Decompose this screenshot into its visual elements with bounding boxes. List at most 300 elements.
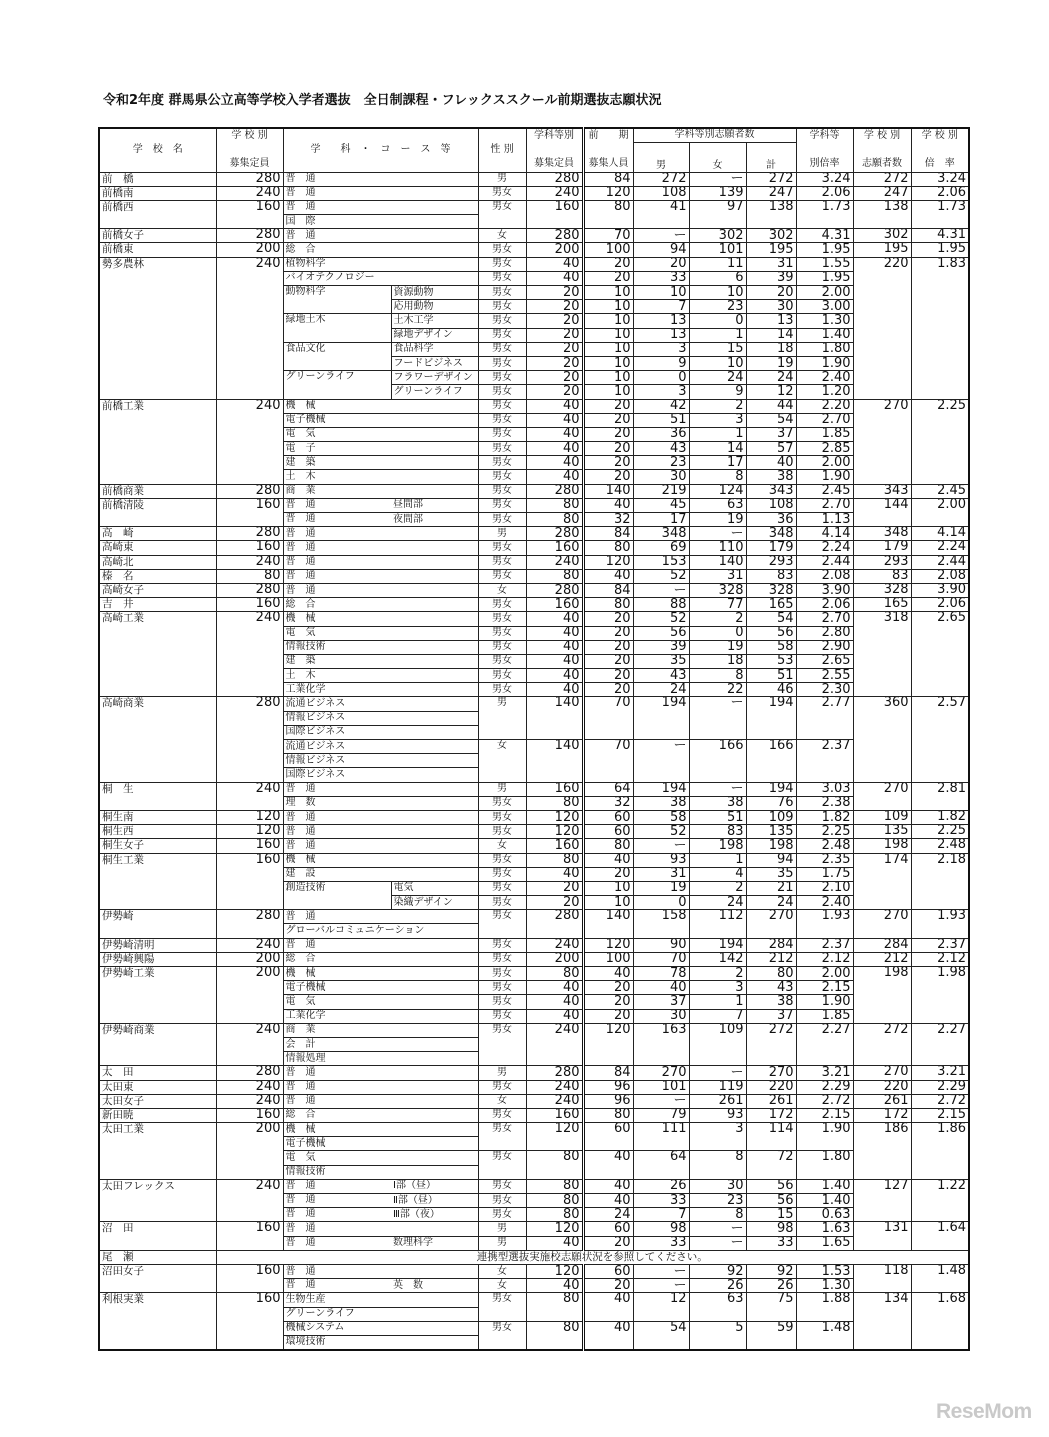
sex: 男 [478,1236,526,1250]
table-row [99,612,969,626]
sub-course-name: 応用動物 [391,300,478,314]
school-applicants: 261 [853,1094,911,1108]
table-row [99,583,969,597]
school-capacity: 200 [216,967,283,1024]
course-ratio: 1.85 [796,427,853,441]
course-name: 電子機械 [283,1137,478,1151]
zenki-quota: 60 [583,1264,633,1278]
course-quota: 240 [526,938,583,952]
course-ratio: 1.93 [796,910,853,938]
total-applicants: 58 [746,640,796,654]
male-applicants: ー [633,583,689,597]
school-name: 沼田女子 [99,1264,216,1292]
school-ratio: 1.22 [911,1179,969,1222]
course-name: 普 通 [283,839,478,853]
school-capacity: 240 [216,612,283,697]
course-quota: 40 [526,1279,583,1293]
zenki-quota: 40 [583,1293,633,1321]
male-applicants: 36 [633,427,689,441]
course-ratio: 2.55 [796,669,853,683]
table-row [99,229,969,243]
school-ratio: 1.48 [911,1264,969,1292]
course-name: 普 通 [283,1194,391,1208]
course-quota: 80 [526,796,583,810]
school-name: 太田工業 [99,1123,216,1180]
course-ratio: 2.15 [796,1108,853,1122]
zenki-quota: 10 [583,881,633,895]
course-name: 普 通 [283,810,478,824]
female-applicants: 24 [689,371,746,385]
school-capacity: 240 [216,1094,283,1108]
course-ratio: 2.40 [796,896,853,910]
course-name: 動物科学 [283,286,391,314]
course-name: 国際ビジネス [283,725,478,739]
total-applicants: 38 [746,995,796,1009]
course-name: 普 通 [283,498,391,512]
page-title: 令和2年度 群馬県公立高等学校入学者選抜 全日制課程・フレックススクール前期選抜志願状況 [103,93,662,108]
course-ratio: 1.30 [796,1279,853,1293]
course-name: 普 通 [283,513,391,527]
total-applicants: 212 [746,952,796,966]
course-ratio: 1.48 [796,1321,853,1349]
course-quota: 200 [526,952,583,966]
zenki-quota: 20 [583,1009,633,1023]
female-applicants: 109 [689,1023,746,1066]
course-name: 普 通 [283,1208,391,1222]
male-applicants: 219 [633,484,689,498]
female-applicants: 31 [689,569,746,583]
course-ratio: 2.12 [796,952,853,966]
sex: 男女 [478,1108,526,1122]
total-applicants: 247 [746,186,796,200]
zenki-quota: 10 [583,371,633,385]
zenki-quota: 20 [583,1236,633,1250]
female-applicants: 19 [689,640,746,654]
course-ratio: 2.00 [796,456,853,470]
school-name: 伊勢崎清明 [99,938,216,952]
course-quota: 280 [526,527,583,541]
school-ratio: 2.15 [911,1108,969,1122]
total-applicants: 348 [746,527,796,541]
zenki-quota: 20 [583,867,633,881]
course-quota: 40 [526,867,583,881]
male-applicants: ー [633,1094,689,1108]
school-note: 連携型選抜実施校志願状況を参照してください。 [216,1250,969,1264]
total-applicants: 92 [746,1264,796,1278]
course-ratio: 0.63 [796,1208,853,1222]
sex: 男女 [478,981,526,995]
sex: 男女 [478,1023,526,1066]
total-applicants: 293 [746,555,796,569]
course-quota: 20 [526,896,583,910]
zenki-quota: 20 [583,981,633,995]
zenki-quota: 140 [583,910,633,938]
school-applicants: 272 [853,1023,911,1066]
female-applicants: 14 [689,442,746,456]
course-name: 機 械 [283,853,478,867]
school-name: 利根実業 [99,1293,216,1350]
course-name: 情報ビジネス [283,754,478,768]
zenki-quota: 20 [583,413,633,427]
zenki-quota: 140 [583,484,633,498]
course-name: 建 設 [283,867,478,881]
total-applicants: 80 [746,967,796,981]
course-quota: 40 [526,470,583,484]
female-applicants: 0 [689,626,746,640]
school-ratio: 3.21 [911,1066,969,1080]
sub-course-name: 緑地デザイン [391,328,478,342]
total-applicants: 12 [746,385,796,399]
male-applicants: 58 [633,810,689,824]
zenki-quota: 84 [583,527,633,541]
school-applicants: 212 [853,952,911,966]
male-applicants: ー [633,1279,689,1293]
school-name: 高崎東 [99,541,216,555]
course-quota: 40 [526,1236,583,1250]
total-applicants: 14 [746,328,796,342]
total-applicants: 18 [746,342,796,356]
total-applicants: 56 [746,1194,796,1208]
table-row [99,186,969,200]
course-ratio: 1.95 [796,271,853,285]
course-ratio: 1.13 [796,513,853,527]
zenki-quota: 20 [583,640,633,654]
total-applicants: 35 [746,867,796,881]
course-name: 流通ビジネス [283,740,478,754]
female-applicants: 63 [689,1293,746,1321]
total-applicants: 135 [746,825,796,839]
total-applicants: 43 [746,981,796,995]
school-capacity: 240 [216,186,283,200]
female-applicants: 19 [689,513,746,527]
table-row [99,172,969,186]
total-applicants: 59 [746,1321,796,1349]
school-name: 尾 瀬 [99,1250,216,1264]
total-applicants: 33 [746,1236,796,1250]
sex: 男女 [478,598,526,612]
sex: 男女 [478,952,526,966]
course-quota: 280 [526,172,583,186]
sub-course-name: 電気 [391,881,478,895]
course-name: 普 通 [283,541,478,555]
school-ratio: 2.27 [911,1023,969,1066]
course-ratio: 2.48 [796,839,853,853]
course-name: 普 通 [283,938,478,952]
course-quota: 160 [526,839,583,853]
course-name: 建 築 [283,456,478,470]
school-applicants: 220 [853,1080,911,1094]
sub-course-name: 数理科学 [391,1236,478,1250]
school-name: 沼 田 [99,1222,216,1250]
course-name: 普 通 [283,186,478,200]
zenki-quota: 20 [583,399,633,413]
course-name: 総 合 [283,952,478,966]
total-applicants: 37 [746,1009,796,1023]
sex: 女 [478,1279,526,1293]
course-ratio: 2.37 [796,740,853,783]
female-applicants: 77 [689,598,746,612]
zenki-quota: 60 [583,810,633,824]
male-applicants: 43 [633,669,689,683]
course-ratio: 1.88 [796,1293,853,1321]
table-row [99,527,969,541]
school-applicants: 272 [853,172,911,186]
female-applicants: 112 [689,910,746,938]
zenki-quota: 40 [583,569,633,583]
course-name: 総 合 [283,598,478,612]
course-ratio: 2.44 [796,555,853,569]
female-applicants: 1 [689,995,746,1009]
course-name: 電子機械 [283,413,478,427]
school-ratio: 1.98 [911,967,969,1024]
school-name: 桐生西 [99,825,216,839]
header-course-quota: 学科等別 募集定員 [526,128,583,172]
school-capacity: 280 [216,697,283,782]
course-quota: 40 [526,271,583,285]
course-name: 生物生産 [283,1293,478,1307]
total-applicants: 21 [746,881,796,895]
female-applicants: 8 [689,470,746,484]
course-name: 機械システム [283,1321,478,1335]
course-quota: 120 [526,810,583,824]
school-ratio: 2.18 [911,853,969,910]
course-quota: 40 [526,427,583,441]
female-applicants: 11 [689,257,746,271]
school-name: 伊勢崎興陽 [99,952,216,966]
course-quota: 140 [526,740,583,783]
sex: 男女 [478,328,526,342]
total-applicants: 195 [746,243,796,257]
course-name: 食品文化 [283,342,391,370]
school-capacity: 160 [216,839,283,853]
course-name: 国 際 [283,215,478,229]
sex: 男女 [478,796,526,810]
course-name: 総 合 [283,243,478,257]
male-applicants: 51 [633,413,689,427]
total-applicants: 270 [746,910,796,938]
total-applicants: 114 [746,1123,796,1151]
male-applicants: 30 [633,1009,689,1023]
school-applicants: 127 [853,1179,911,1222]
school-capacity: 160 [216,1108,283,1122]
application-status-table [98,127,970,1351]
table-row [99,782,969,796]
course-quota: 160 [526,1108,583,1122]
zenki-quota: 20 [583,271,633,285]
male-applicants: 270 [633,1066,689,1080]
total-applicants: 72 [746,1151,796,1179]
female-applicants: 92 [689,1264,746,1278]
course-quota: 120 [526,1264,583,1278]
zenki-quota: 40 [583,853,633,867]
zenki-quota: 96 [583,1094,633,1108]
school-ratio: 2.06 [911,186,969,200]
school-name: 伊勢崎商業 [99,1023,216,1066]
school-name: 新田暁 [99,1108,216,1122]
total-applicants: 39 [746,271,796,285]
male-applicants: ー [633,1264,689,1278]
course-ratio: 1.73 [796,200,853,228]
school-capacity: 240 [216,399,283,484]
table-row [99,498,969,512]
total-applicants: 109 [746,810,796,824]
school-name: 吉 井 [99,598,216,612]
male-applicants: 33 [633,1194,689,1208]
female-applicants: 1 [689,328,746,342]
zenki-quota: 20 [583,626,633,640]
course-quota: 40 [526,456,583,470]
school-ratio: 1.73 [911,200,969,228]
course-quota: 280 [526,229,583,243]
table-row [99,1023,969,1037]
school-applicants: 186 [853,1123,911,1180]
male-applicants: 9 [633,356,689,370]
course-ratio: 1.40 [796,1194,853,1208]
zenki-quota: 40 [583,1179,633,1193]
table-row [99,484,969,498]
course-name: 普 通 [283,1066,478,1080]
course-ratio: 1.20 [796,385,853,399]
male-applicants: 35 [633,654,689,668]
male-applicants: 88 [633,598,689,612]
sex: 男女 [478,470,526,484]
course-name: 電 気 [283,1151,478,1165]
course-quota: 120 [526,825,583,839]
female-applicants: 142 [689,952,746,966]
school-capacity: 120 [216,825,283,839]
school-applicants: 195 [853,243,911,257]
sex: 男女 [478,442,526,456]
school-capacity: 240 [216,938,283,952]
sex: 男女 [478,825,526,839]
course-name: 植物科学 [283,257,478,271]
male-applicants: 23 [633,456,689,470]
male-applicants: 348 [633,527,689,541]
total-applicants: 30 [746,300,796,314]
female-applicants: 1 [689,853,746,867]
female-applicants: 6 [689,271,746,285]
school-ratio: 3.90 [911,583,969,597]
zenki-quota: 20 [583,654,633,668]
school-capacity: 280 [216,229,283,243]
zenki-quota: 84 [583,1066,633,1080]
zenki-quota: 10 [583,356,633,370]
total-applicants: 20 [746,286,796,300]
zenki-quota: 32 [583,796,633,810]
total-applicants: 94 [746,853,796,867]
course-name: 緑地土木 [283,314,391,342]
school-capacity: 280 [216,527,283,541]
school-applicants: 328 [853,583,911,597]
course-ratio: 1.75 [796,867,853,881]
school-ratio: 2.08 [911,569,969,583]
female-applicants: 30 [689,1179,746,1193]
course-ratio: 1.63 [796,1222,853,1236]
course-ratio: 1.53 [796,1264,853,1278]
male-applicants: 20 [633,257,689,271]
total-applicants: 44 [746,399,796,413]
sex: 男女 [478,640,526,654]
sex: 男女 [478,995,526,1009]
sex: 男女 [478,200,526,228]
sex: 男女 [478,612,526,626]
total-applicants: 272 [746,1023,796,1066]
sex: 男女 [478,342,526,356]
male-applicants: 10 [633,286,689,300]
sex: 男女 [478,356,526,370]
school-name: 伊勢崎 [99,910,216,938]
male-applicants: ー [633,229,689,243]
table-row [99,541,969,555]
sex: 男女 [478,243,526,257]
zenki-quota: 10 [583,328,633,342]
course-quota: 20 [526,286,583,300]
male-applicants: 108 [633,186,689,200]
table-row [99,243,969,257]
course-ratio: 2.20 [796,399,853,413]
sub-course-name: 土木工学 [391,314,478,328]
sex: 男女 [478,626,526,640]
school-name: 太田女子 [99,1094,216,1108]
course-quota: 20 [526,881,583,895]
resemom-logo: ReseMom [936,1400,1032,1423]
school-ratio: 2.25 [911,825,969,839]
school-applicants: 131 [853,1222,911,1250]
course-ratio: 2.65 [796,654,853,668]
school-applicants: 270 [853,910,911,938]
school-applicants: 270 [853,1066,911,1080]
sub-course-name: フラワーデザイン [391,371,478,385]
sex: 男女 [478,513,526,527]
school-applicants: 109 [853,810,911,824]
school-ratio: 2.57 [911,697,969,782]
course-quota: 80 [526,569,583,583]
school-applicants: 138 [853,200,911,228]
female-applicants: 5 [689,1321,746,1349]
course-quota: 240 [526,186,583,200]
course-name: 土 木 [283,470,478,484]
course-name: グリーンライフ [283,1307,478,1321]
sex: 男女 [478,300,526,314]
zenki-quota: 120 [583,186,633,200]
course-ratio: 2.15 [796,981,853,995]
course-ratio: 1.40 [796,1179,853,1193]
table-row [99,697,969,711]
course-ratio: 2.45 [796,484,853,498]
zenki-quota: 10 [583,286,633,300]
male-applicants: 24 [633,683,689,697]
course-quota: 280 [526,1066,583,1080]
course-name: 電 気 [283,626,478,640]
female-applicants: ー [689,697,746,740]
header-school-capacity: 学 校 別 募集定員 [216,128,283,172]
female-applicants: 7 [689,1009,746,1023]
zenki-quota: 64 [583,782,633,796]
course-ratio: 3.21 [796,1066,853,1080]
school-ratio: 2.00 [911,498,969,526]
sex: 男女 [478,1080,526,1094]
zenki-quota: 20 [583,612,633,626]
school-applicants: 270 [853,782,911,810]
course-ratio: 1.40 [796,328,853,342]
male-applicants: 39 [633,640,689,654]
table-row [99,1080,969,1094]
course-name: 機 械 [283,1123,478,1137]
course-name: 普 通 [283,825,478,839]
course-quota: 160 [526,782,583,796]
course-quota: 40 [526,1009,583,1023]
course-quota: 20 [526,342,583,356]
